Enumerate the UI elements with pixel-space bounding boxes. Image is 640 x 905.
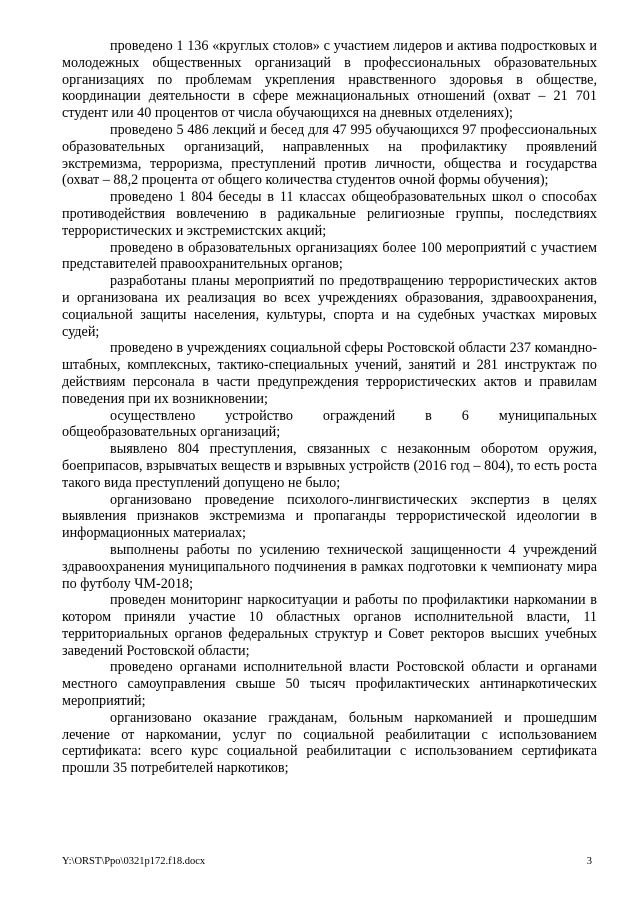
- footer-file-path: Y:\ORST\Ppo\0321p172.f18.docx: [62, 856, 206, 867]
- page-number: 3: [586, 856, 592, 867]
- paragraph: проведено 1 136 «круглых столов» с участием лидеров и актива подростковых и молодежных общественных организаций в профессиональных образовательных организациях по проблемам укрепления нравственного здоровья в обществе, координации деятельности в сфере межнациональных отношений (охват – 21 701 студент или 40 процентов от числа обучающихся на дневных отделениях);: [62, 38, 597, 122]
- paragraph: проведено в образовательных организациях более 100 мероприятий с участием представителей правоохранительных органов;: [62, 239, 597, 273]
- paragraph: разработаны планы мероприятий по предотвращению террористических актов и организована их реализация во всех учреждениях образования, здравоохранения, социальной защиты населения, культуры, спорта и на судебных участках мировых судей;: [62, 273, 597, 340]
- paragraph: проведено 1 804 беседы в 11 классах общеобразовательных школ о способах противодействия вовлечению в радикальные религиозные группы, последствиях террористических и экстремистских акций;: [62, 189, 597, 239]
- paragraph: выполнены работы по усилению технической защищенности 4 учреждений здравоохранения муниципального подчинения в рамках подготовки к чемпионату мира по футболу ЧМ-2018;: [62, 541, 597, 592]
- paragraph: проведено органами исполнительной власти Ростовской области и органами местного самоуправления свыше 50 тысяч профилактических антинаркотических мероприятий;: [62, 659, 597, 710]
- paragraph: проведено 5 486 лекций и бесед для 47 995 обучающихся 97 профессиональных образовательных организаций, направленных на профилактику проявлений экстремизма, терроризма, преступлений против личности, общества и государства (охват – 88,2 процента от общего количества студентов очной формы обучения);: [62, 121, 597, 189]
- paragraph: организовано оказание гражданам, больным наркоманией и прошедшим лечение от наркомании, услуг по социальной реабилитации с использованием сертификата: всего курс социальной реабилитации с использованием сертификата прошли 35 потребителей наркотиков;: [62, 709, 597, 777]
- paragraph: выявлено 804 преступления, связанных с незаконным оборотом оружия, боеприпасов, взрывчатых веществ и взрывных устройств (2016 год – 804), то есть роста такого вида преступлений допущено не было;: [62, 441, 597, 491]
- paragraph: организовано проведение психолого-лингвистических экспертиз в целях выявления признаков экстремизма и пропаганды террористической идеологии в информационных материалах;: [62, 491, 597, 542]
- page-footer: [62, 856, 592, 868]
- paragraph: проведено в учреждениях социальной сферы Ростовской области 237 командно-штабных, комплексных, тактико-специальных учений, занятий и 281 инструктаж по действиям персонала в части предупреждения террористических актов и правилам поведения при их возникновении;: [62, 340, 597, 407]
- paragraph: осуществлено устройство ограждений в 6 муниципальных общеобразовательных организаций;: [62, 407, 597, 441]
- paragraph: проведен мониторинг наркоситуации и работы по профилактики наркомании в котором приняли участие 10 областных органов исполнительной власти, 11 территориальных органов федеральных структур и Совет ректоров высших учебных заведений Ростовской области;: [62, 592, 597, 659]
- document-page: [62, 38, 597, 777]
